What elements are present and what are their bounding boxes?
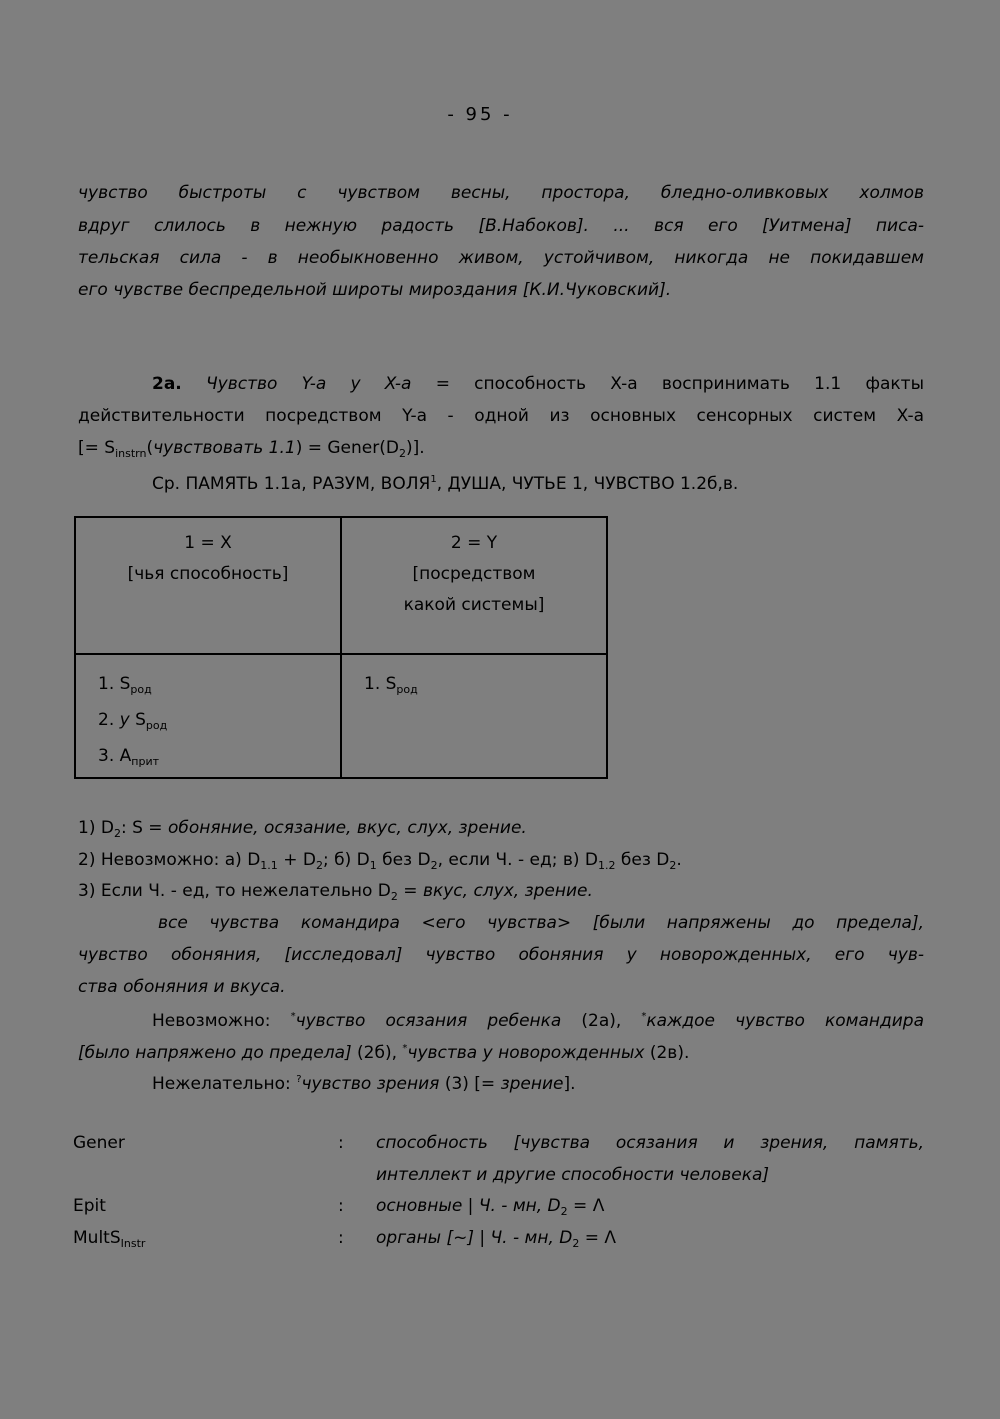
lf-value: способность [чувства осязания и зрения, память, — [376, 1133, 924, 1153]
definition-body: = способность X-a воспринимать 1.1 факты — [435, 374, 924, 394]
formula-sub: instrn — [115, 447, 147, 460]
table-row — [75, 654, 607, 778]
definition-line-3 — [78, 436, 924, 466]
column-head-gloss: какой системы] — [403, 595, 545, 615]
pattern-item: 3. $A_{прит}$ — [98, 746, 159, 768]
example-line: ства обоняния и вкуса. — [78, 977, 286, 997]
lf-separator: : — [338, 1133, 344, 1153]
example-line: чувство обоняния, [исследовал] чувство обоняния у новорожденных, его чув- — [78, 945, 924, 965]
note-2: 2) Невозможно: а) $D_{1.1} + D_2$; б) $D_1$ без $D_2$, если Ч. - ед; в) $D_{1.2}$ без $D_2$. — [78, 850, 682, 872]
undesirable-line: Нежелательно: ?чувство зрения (3) [= зрение]. — [152, 1074, 576, 1094]
cf-text: , ДУША, ЧУТЬЕ 1, ЧУВСТВО 1.2б,в. — [436, 474, 739, 494]
column-head-gloss: [чья способность] — [127, 564, 289, 584]
section-label: 2а. — [152, 374, 182, 394]
pattern-item: 2. у $S_{род}$ — [98, 710, 168, 732]
column-head-gloss: [посредством — [412, 564, 536, 584]
example-line: вдруг слилось в нежную радость [В.Набоков]. ... вся его [Уитмена] писа- — [78, 216, 924, 236]
formula-part: [= S — [78, 438, 116, 458]
note-3: 3) Если Ч. - ед, то нежелательно $D_2$ = вкус, слух, зрение. — [78, 881, 593, 903]
cross-reference — [78, 468, 924, 496]
formula-verb: чувствовать 1.1 — [153, 438, 296, 458]
formula-part: ) = Gener(D — [295, 438, 399, 458]
lf-name-gener: Gener — [73, 1133, 125, 1153]
impossible-line-1: Невозможно: *чувство осязания ребенка (2а), *каждое чувство командира — [152, 1011, 924, 1031]
lf-separator: : — [338, 1196, 344, 1216]
table-cell — [341, 654, 607, 778]
pattern-item: 1. $S_{род}$ — [98, 674, 152, 696]
column-head: 1 = X — [184, 533, 232, 553]
table-cell — [75, 517, 341, 654]
government-pattern-table — [74, 516, 608, 779]
cf-text: Ср. ПАМЯТЬ 1.1а, РАЗУМ, ВОЛЯ — [152, 474, 431, 494]
definition-line-2: действительности посредством Y-a - одной из основных сенсорных систем X-a — [78, 406, 924, 426]
lf-name-mults: MultS$_{Instr}$ — [73, 1228, 146, 1250]
definition-head: Чувство Y-а у X-а — [206, 374, 412, 394]
note-1: 1) $D_2$: S = обоняние, осязание, вкус, слух, зрение. — [78, 818, 527, 840]
example-line: тельская сила - в необыкновенно живом, устойчивом, никогда не покидавшем — [78, 248, 924, 268]
definition-line-1 — [78, 372, 924, 396]
lf-separator: : — [338, 1228, 344, 1248]
lf-name-epit: Epit — [73, 1196, 106, 1216]
example-line: чувство быстроты с чувством весны, простора, бледно-оливковых холмов — [78, 183, 924, 203]
lf-value: основные | Ч. - мн, $D_2 = \Lambda$ — [376, 1196, 605, 1218]
cf-sup: 1 — [430, 474, 437, 485]
example-line: его чувстве беспредельной широты мироздания [К.И.Чуковский]. — [78, 280, 672, 300]
lf-value: органы [~] | Ч. - мн, $D_2 = \Lambda$ — [376, 1228, 617, 1250]
column-head: 2 = Y — [450, 533, 498, 553]
table-cell — [75, 654, 341, 778]
page-number: - 95 - — [447, 104, 513, 125]
table-header-row — [75, 517, 607, 654]
formula-part: ( — [146, 438, 154, 458]
formula-part: )]. — [405, 438, 425, 458]
example-line: все чувства командира <его чувства> [были напряжены до предела], — [158, 913, 924, 933]
impossible-line-2: [было напряжено до предела] (2б), *чувства у новорожденных (2в). — [78, 1043, 690, 1063]
lf-value: интеллект и другие способности человека] — [376, 1165, 770, 1185]
formula-sub: 2 — [398, 447, 406, 460]
pattern-item: 1. $S_{род}$ — [364, 674, 418, 696]
table-cell — [341, 517, 607, 654]
